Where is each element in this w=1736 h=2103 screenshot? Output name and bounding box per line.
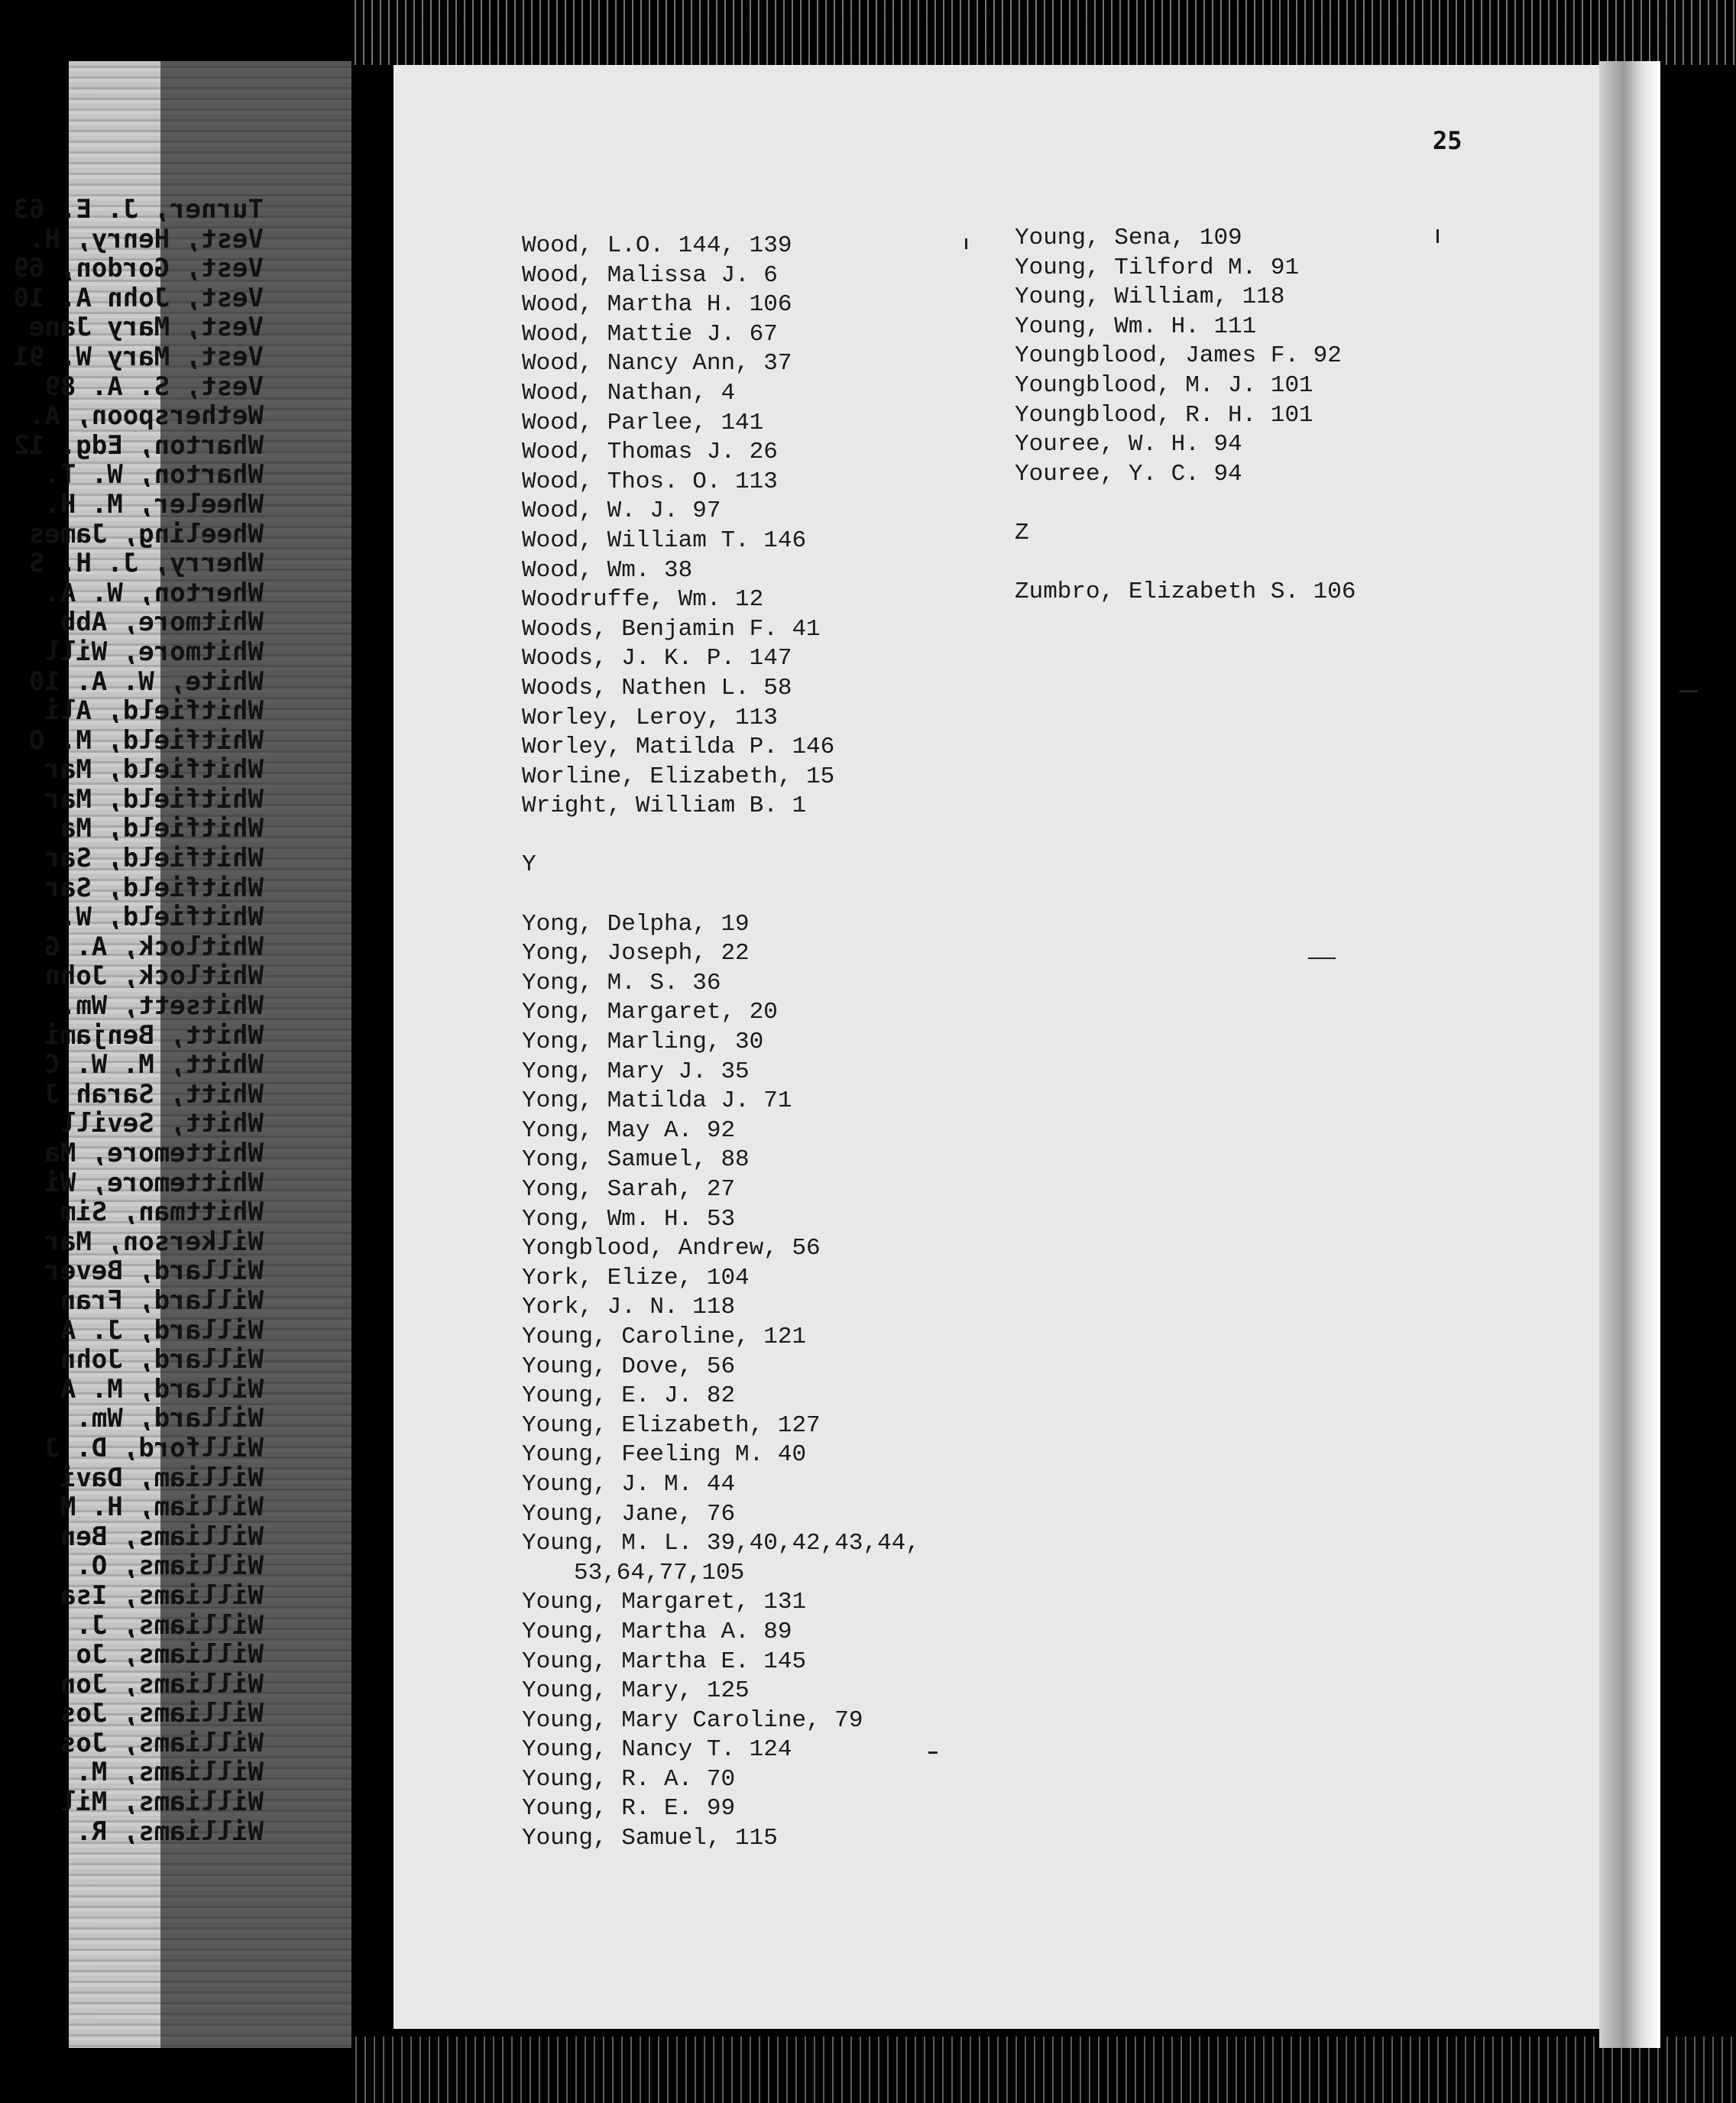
- index-entry: Woods, J. K. P. 147: [522, 645, 792, 672]
- index-entry: Yong, Joseph, 22: [522, 940, 750, 967]
- index-entry: Youngblood, James F. 92: [1015, 342, 1342, 370]
- bleed-line: Whitfield, Sar: [44, 843, 264, 874]
- bleed-line: Whitt, M. W. C: [44, 1049, 264, 1081]
- bleed-line: Vest, Mary W. 91: [13, 341, 264, 372]
- index-entry: Young, Sena, 109: [1015, 225, 1242, 251]
- index-entry: Young, Jane, 76: [522, 1500, 736, 1528]
- index-entry: Yong, Samuel, 88: [522, 1146, 750, 1174]
- bleed-line: Wetherspoon, A.: [28, 400, 264, 432]
- index-entry: Yong, Delpha, 19: [522, 910, 750, 938]
- bleed-line: Williams, Jos: [60, 1698, 264, 1729]
- index-column-right: [1015, 224, 1355, 608]
- index-group-y-continued: [1015, 224, 1355, 489]
- bleed-line: Williams, Jos: [60, 1727, 264, 1758]
- index-entry: Young, E. J. 82: [522, 1382, 736, 1410]
- bleed-line: William, Davi: [60, 1462, 264, 1493]
- bleed-line: Willford, D. J: [44, 1432, 264, 1463]
- index-entry: Yong, Mary J. 35: [522, 1058, 750, 1085]
- index-entry: Young, Wm. H. 111: [1015, 313, 1257, 340]
- index-entry: Youree, W. H. 94: [1015, 431, 1242, 459]
- index-entry: Young, Dove, 56: [522, 1353, 736, 1380]
- scan-speck: [965, 238, 967, 249]
- index-entry: Young, Martha E. 145: [522, 1648, 807, 1675]
- bleed-line: Williams, M.: [76, 1757, 264, 1788]
- index-entry: Youngblood, R. H. 101: [1015, 401, 1313, 429]
- index-column-left: [522, 232, 920, 1854]
- index-entry: Young, R. E. 99: [522, 1795, 736, 1823]
- index-entry: Young, Tilford M. 91: [1015, 254, 1300, 281]
- index-entry: Young, Feeling M. 40: [522, 1441, 807, 1469]
- index-entry: York, Elize, 104: [522, 1264, 750, 1291]
- index-entry: Woods, Benjamin F. 41: [522, 615, 821, 643]
- bleed-line: Whitsett, Wm.: [60, 990, 264, 1022]
- bleed-line: Willard, Bever: [44, 1256, 264, 1287]
- bleed-line: Whitfield, Mar: [44, 783, 264, 815]
- index-entry: Wood, Malissa J. 6: [522, 261, 778, 289]
- scan-speck: [928, 1751, 938, 1754]
- bleed-line: Whittman, Sim: [60, 1197, 264, 1228]
- index-entry: Wood, W. J. 97: [522, 497, 721, 525]
- index-entry: Young, William, 118: [1015, 284, 1285, 311]
- bleed-line: Williams, R.: [76, 1816, 264, 1847]
- bleed-line: Whittemore, Ma: [44, 1138, 264, 1168]
- index-entry: Yong, Margaret, 20: [522, 999, 778, 1026]
- bleed-line: Wharton, Edg. 12: [13, 429, 264, 461]
- index-entry: Young, Samuel, 115: [522, 1825, 778, 1852]
- bleed-line: Whittemore, Wi: [44, 1167, 264, 1198]
- index-entry: Woods, Nathen L. 58: [522, 674, 792, 702]
- top-scan-noise: [351, 0, 1736, 65]
- bleed-line: Willard, M. A: [60, 1373, 264, 1405]
- index-group-z: [1015, 578, 1355, 608]
- bleed-line: Williams, O.: [76, 1551, 264, 1582]
- index-entry: Wood, William T. 146: [522, 527, 807, 554]
- bleed-line: Vest, S. A. 89: [44, 371, 264, 402]
- bleed-line: Whitlock, John: [44, 961, 264, 992]
- bleed-line: Whitmore, Will: [44, 636, 264, 667]
- bleed-line: Wheeler, M. H.: [44, 488, 264, 520]
- index-entry: Wright, William B. 1: [522, 792, 807, 820]
- scan-speck: [1308, 958, 1336, 959]
- index-entry: Young, R. A. 70: [522, 1765, 736, 1793]
- index-entry: 53,64,77,105: [574, 1559, 745, 1586]
- index-entry: Worline, Elizabeth, 15: [522, 763, 835, 790]
- index-entry: Yong, Wm. H. 53: [522, 1205, 736, 1233]
- index-entry: Woodruffe, Wm. 12: [522, 586, 764, 614]
- bleed-line: Whitfield, W.: [60, 902, 264, 933]
- bleed-line: Wheeling, James: [28, 518, 264, 549]
- index-entry: Worley, Matilda P. 146: [522, 734, 835, 761]
- bleed-line: Vest, Gordon, 69: [13, 253, 264, 284]
- bleed-line: Whitfield, Ali: [44, 695, 264, 727]
- bleed-line: William, H. M: [60, 1492, 264, 1523]
- index-entry: Zumbro, Elizabeth S. 106: [1015, 578, 1356, 606]
- bleed-line: Williams, Ben: [60, 1521, 264, 1552]
- index-entry: Wood, Martha H. 106: [522, 291, 792, 319]
- index-entry: Young, Mary Caroline, 79: [522, 1706, 863, 1734]
- bleed-through-text: [13, 194, 264, 1847]
- index-entry: Wood, Wm. 38: [522, 556, 693, 584]
- index-entry: Young, Elizabeth, 127: [522, 1411, 821, 1439]
- index-group-y: [522, 910, 920, 1854]
- index-entry: York, J. N. 118: [522, 1294, 736, 1321]
- bleed-line: Vest, John A. 10: [13, 282, 264, 313]
- bleed-line: Wherton, W. A.: [44, 577, 264, 608]
- bleed-line: Whitlock, A. G: [44, 931, 264, 962]
- bleed-line: Williams, Mil: [60, 1787, 264, 1818]
- bleed-line: Willard, Fran: [60, 1285, 264, 1316]
- index-entry: Wood, Nathan, 4: [522, 379, 736, 407]
- index-entry: Young, Nancy T. 124: [522, 1736, 792, 1764]
- bleed-line: Whitt, Sevill: [60, 1108, 264, 1139]
- bleed-line: Wherry, J. H. S: [28, 548, 264, 579]
- index-entry: Yong, Marling, 30: [522, 1029, 764, 1056]
- section-letter-y: Y: [522, 851, 536, 879]
- index-entry: Wood, Thos. O. 113: [522, 468, 778, 495]
- index-entry: Yong, M. S. 36: [522, 969, 721, 996]
- index-entry: Young, J. M. 44: [522, 1470, 736, 1498]
- bleed-line: Wilkerson, Mar: [44, 1226, 264, 1257]
- bottom-scan-noise: [351, 2037, 1736, 2103]
- page-number: 25: [1433, 126, 1462, 155]
- index-entry: Yongblood, Andrew, 56: [522, 1235, 821, 1262]
- index-entry: Young, Martha A. 89: [522, 1618, 792, 1645]
- section-letter-z: Z: [1015, 519, 1029, 546]
- index-entry: Worley, Leroy, 113: [522, 704, 778, 731]
- index-entry: Young, Caroline, 121: [522, 1323, 807, 1350]
- index-entry: Yong, May A. 92: [522, 1116, 736, 1144]
- bleed-line: Whitt, Sarah J: [44, 1078, 264, 1110]
- bleed-line: Whitfield, Sar: [44, 872, 264, 903]
- bleed-line: Whitmore, Abb: [60, 607, 264, 638]
- index-entry: Yong, Sarah, 27: [522, 1176, 736, 1203]
- bleed-line: Whitfield, Ma: [60, 813, 264, 844]
- bleed-line: Willard, Wm.: [76, 1403, 264, 1434]
- bleed-line: Vest, Henry, H.: [28, 223, 264, 254]
- bleed-line: Williams, Jo: [76, 1639, 264, 1670]
- scan-speck: [1679, 690, 1698, 692]
- bleed-line: Vest, Mary Jane: [28, 312, 264, 343]
- bleed-line: Wharton, W. T.: [44, 459, 264, 491]
- index-entry: Young, M. L. 39,40,42,43,44,: [522, 1530, 920, 1557]
- bleed-line: Willard, John: [60, 1344, 264, 1376]
- index-entry: Young, Margaret, 131: [522, 1589, 807, 1616]
- bleed-line: Willard, J. A: [60, 1314, 264, 1346]
- bleed-line: Williams, Jon: [60, 1668, 264, 1700]
- bleed-line: Whitfield, M. O: [28, 724, 264, 756]
- page-edge: [1599, 61, 1660, 2048]
- index-entry: Young, Mary, 125: [522, 1677, 750, 1705]
- bleed-line: White, W. A. 10: [28, 666, 264, 697]
- bleed-line: Turner, J. E. 63: [13, 194, 264, 225]
- index-entry: Wood, Nancy Ann, 37: [522, 350, 792, 378]
- bleed-line: Williams, Isa: [60, 1580, 264, 1611]
- bleed-line: Whitt, Benjami: [44, 1019, 264, 1051]
- index-entry: Youree, Y. C. 94: [1015, 460, 1242, 488]
- index-group-w: [522, 232, 920, 821]
- scan-speck: [1436, 229, 1439, 243]
- index-entry: Youngblood, M. J. 101: [1015, 371, 1313, 399]
- bleed-line: Whitfield, Mar: [44, 754, 264, 786]
- index-entry: Wood, Mattie J. 67: [522, 320, 778, 348]
- bleed-line: Williams, J.: [76, 1609, 264, 1641]
- index-entry: Wood, Parlee, 141: [522, 409, 764, 436]
- index-entry: Wood, L.O. 144, 139: [522, 232, 792, 259]
- index-entry: Yong, Matilda J. 71: [522, 1087, 792, 1115]
- index-entry: Wood, Thomas J. 26: [522, 439, 778, 466]
